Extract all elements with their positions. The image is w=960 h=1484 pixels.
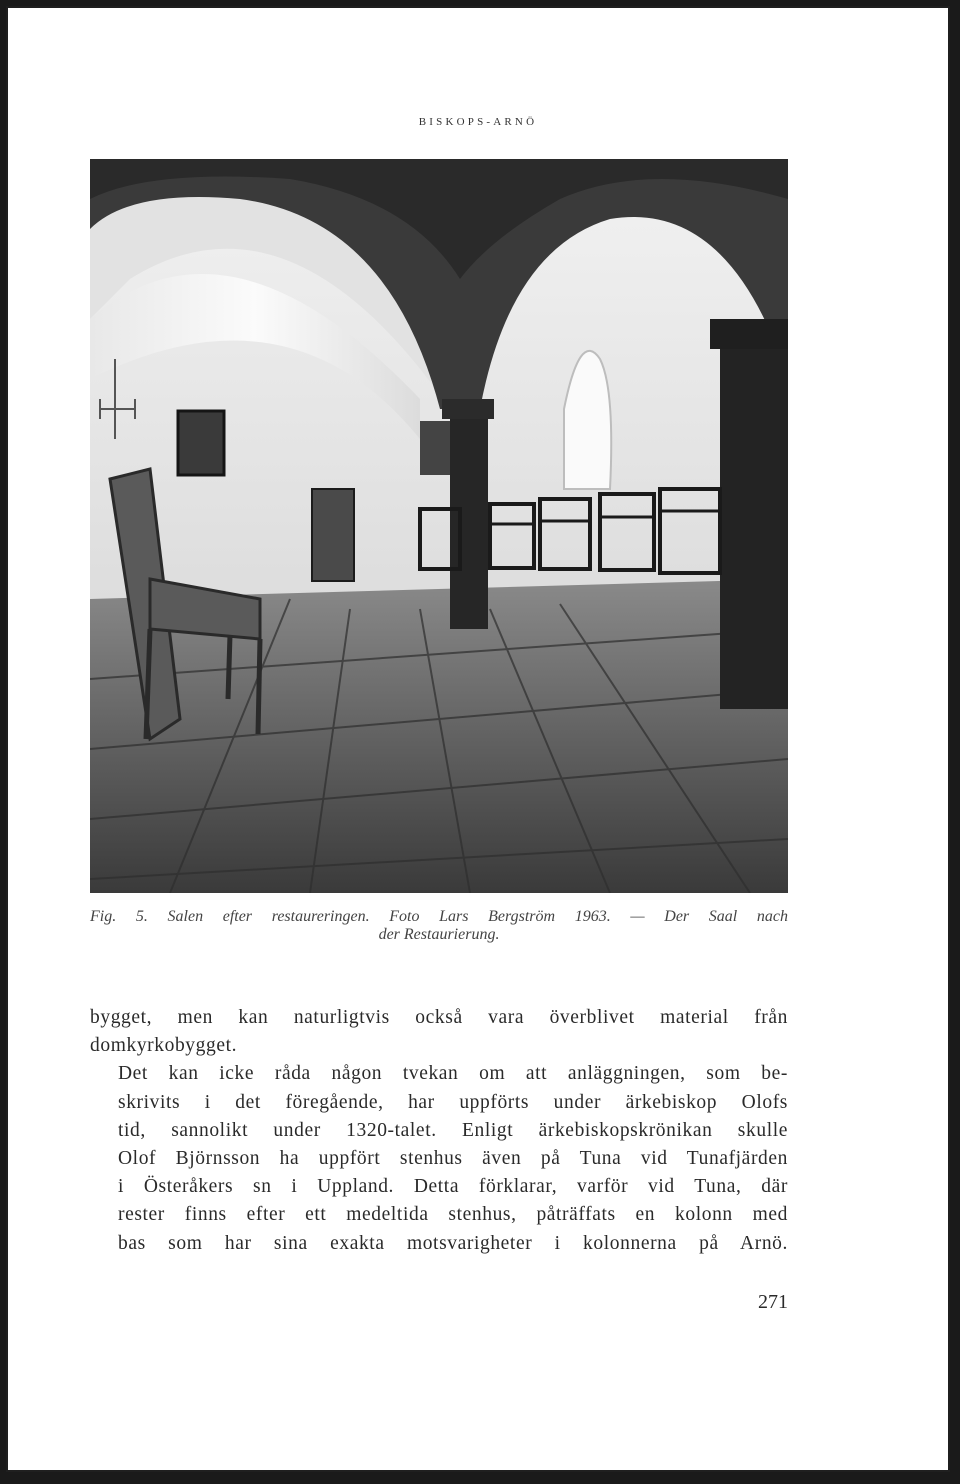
text-line: domkyrkobygget.: [90, 1035, 238, 1057]
body-text: [90, 1004, 788, 1258]
text-line: rester finns efter ett medeltida stenhus, påträffats en kolonn med: [118, 1204, 788, 1226]
photo-illustration: [90, 159, 788, 893]
text-line: tid, sannolikt under 1320-talet. Enligt ärkebiskopskrönikan skulle: [118, 1119, 788, 1141]
book-page: [6, 6, 950, 1472]
paragraph-2: [90, 1060, 788, 1257]
text-line: Det kan icke råda någon tvekan om att anläggningen, som be-: [118, 1063, 788, 1085]
page-number: 271: [758, 1291, 788, 1313]
text-line: Olof Björnsson ha uppfört stenhus även på Tuna vid Tunafjärden: [118, 1148, 788, 1170]
running-head: BISKOPS-ARNÖ: [418, 116, 538, 128]
figure-caption: [90, 908, 788, 944]
text-line: bygget, men kan naturligtvis också vara överblivet material från: [90, 1007, 788, 1028]
caption-line-1: Fig. 5. Salen efter restaureringen. Foto Lars Bergström 1963. — Der Saal nach: [90, 908, 788, 925]
figure-photo-vaulted-hall: [90, 159, 788, 893]
text-line: i Österåkers sn i Uppland. Detta förklarar, varför vid Tuna, där: [118, 1176, 788, 1198]
caption-line-2: der Restaurierung.: [378, 926, 500, 943]
text-line: skrivits i det föregående, har uppförts under ärkebiskop Olofs: [118, 1091, 788, 1113]
text-line: bas som har sina exakta motsvarigheter i kolonnerna på Arnö.: [118, 1232, 788, 1254]
paragraph-1: [90, 1004, 788, 1060]
